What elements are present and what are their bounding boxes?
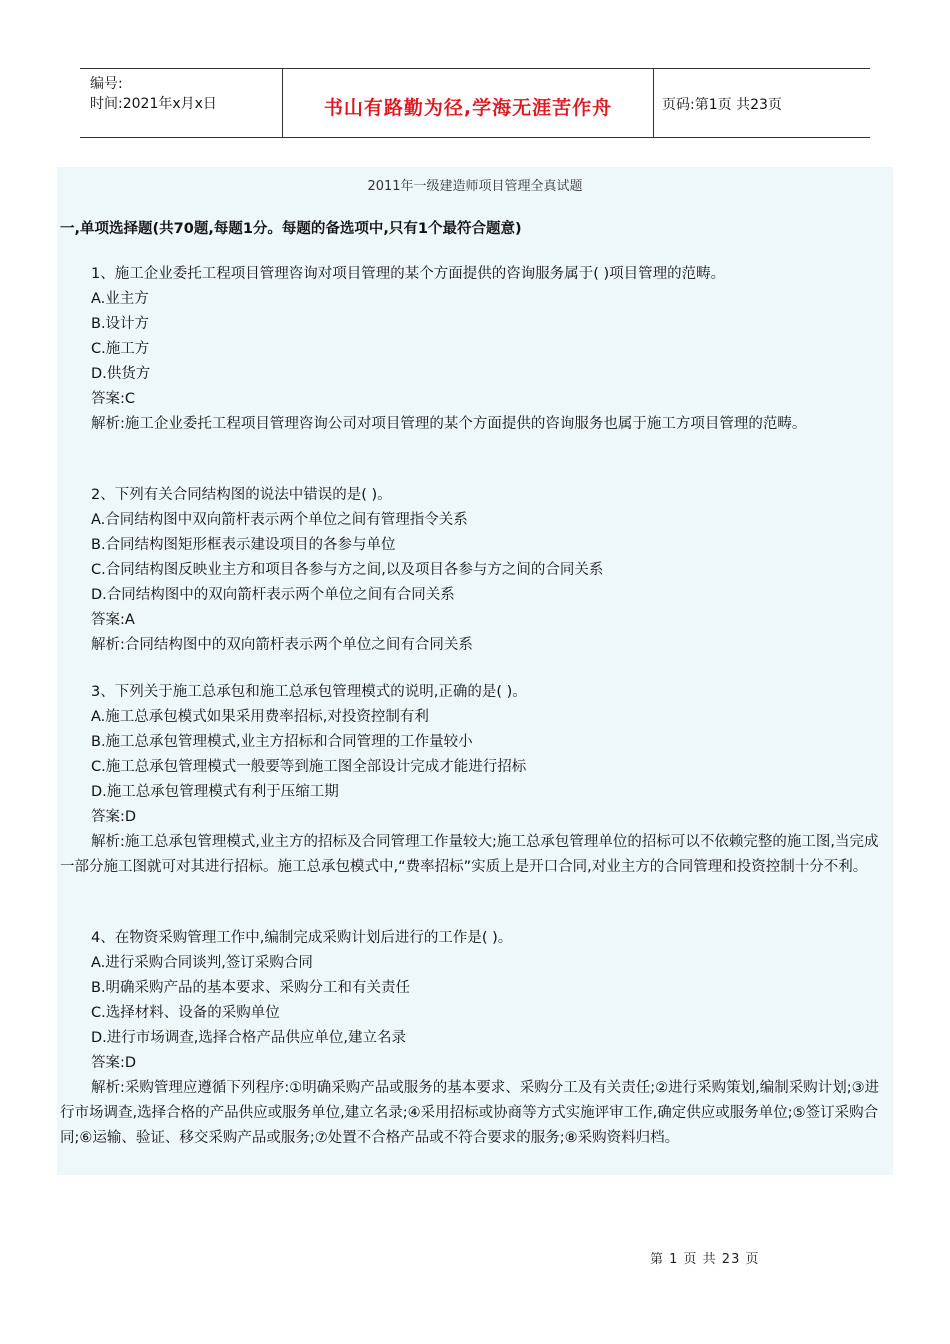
- option-c: C.施工方: [91, 341, 150, 357]
- document-body: [57, 167, 893, 1175]
- option-d: D.供货方: [91, 366, 151, 382]
- explanation-1: [60, 412, 882, 437]
- explanation-text: 解析:施工总承包管理模式,业主方的招标及合同管理工作量较大;施工总承包管理单位的招标可以不依赖完整的施工图,当完成一部分施工图就可对其进行招标。施工总承包模式中,“费率招标”实质上是开口合同,对业主方的合同管理和投资控制十分不利。: [60, 834, 879, 875]
- header-page-cell: [652, 69, 870, 137]
- option-a: A.合同结构图中双向箭杆表示两个单位之间有管理指令关系: [91, 512, 468, 528]
- option-a: A.施工总承包模式如果采用费率招标,对投资控制有利: [91, 709, 429, 725]
- option-d: D.施工总承包管理模式有利于压缩工期: [91, 784, 339, 800]
- option-b: B.合同结构图矩形框表示建设项目的各参与单位: [91, 537, 396, 553]
- question-stem: 3、下列关于施工总承包和施工总承包管理模式的说明,正确的是( )。: [91, 684, 527, 700]
- motto: 书山有路勤为径,学海无涯苦作舟: [323, 97, 613, 119]
- option-d: D.进行市场调查,选择合格产品供应单位,建立名录: [91, 1030, 406, 1046]
- option-a: A.业主方: [91, 291, 149, 307]
- page-label: 页码:第1页 共23页: [662, 97, 782, 113]
- answer: 答案:A: [91, 612, 135, 628]
- answer: 答案:D: [91, 809, 137, 825]
- option-b: B.设计方: [91, 316, 150, 332]
- explanation-3: [60, 830, 882, 880]
- header-table: [80, 68, 870, 138]
- option-a: A.进行采购合同谈判,签订采购合同: [91, 955, 313, 971]
- question-stem: 2、下列有关合同结构图的说法中错误的是( )。: [91, 487, 392, 503]
- question-stem: 1、施工企业委托工程项目管理咨询对项目管理的某个方面提供的咨询服务属于( )项目管理的范畴。: [91, 266, 726, 282]
- explanation-text: 解析:施工企业委托工程项目管理咨询公司对项目管理的某个方面提供的咨询服务也属于施工方项目管理的范畴。: [91, 416, 807, 432]
- answer: 答案:D: [91, 1055, 137, 1071]
- explanation-4: [60, 1076, 882, 1151]
- question-4: [91, 926, 881, 1076]
- option-c: C.选择材料、设备的采购单位: [91, 1005, 280, 1021]
- document-title: 2011年一级建造师项目管理全真试题: [367, 179, 583, 194]
- header-motto-cell: [282, 69, 654, 137]
- option-b: B.施工总承包管理模式,业主方招标和合同管理的工作量较小: [91, 734, 473, 750]
- question-stem: 4、在物资采购管理工作中,编制完成采购计划后进行的工作是( )。: [91, 930, 513, 946]
- option-b: B.明确采购产品的基本要求、采购分工和有关责任: [91, 980, 411, 996]
- option-c: C.施工总承包管理模式一般要等到施工图全部设计完成才能进行招标: [91, 759, 527, 775]
- question-2: [91, 483, 881, 658]
- answer: 答案:C: [91, 391, 136, 407]
- page-footer: 第 1 页 共 23 页: [650, 1252, 760, 1267]
- question-1: [91, 262, 881, 412]
- option-c: C.合同结构图反映业主方和项目各参与方之间,以及项目各参与方之间的合同关系: [91, 562, 604, 578]
- explanation-text: 解析:合同结构图中的双向箭杆表示两个单位之间有合同关系: [91, 637, 473, 653]
- header-info-cell: [80, 69, 282, 137]
- number-label: 编号:: [90, 76, 123, 92]
- option-d: D.合同结构图中的双向箭杆表示两个单位之间有合同关系: [91, 587, 455, 603]
- time-label: 时间:2021年x月x日: [90, 96, 217, 112]
- section-title: 一,单项选择题(共70题,每题1分。每题的备选项中,只有1个最符合题意): [60, 221, 522, 237]
- question-3: [91, 680, 881, 830]
- explanation-text: 解析:采购管理应遵循下列程序:①明确采购产品或服务的基本要求、采购分工及有关责任;②进行采购策划,编制采购计划;③进行市场调查,选择合格的产品供应或服务单位,建立名录;④采用招标或协商等方式实施评审工作,确定供应或服务单位;⑤签订采购合同;⑥运输、验证、移交采购产品或服务;⑦处置不合格产品或不符合要求的服务;⑧采购资料归档。: [60, 1080, 880, 1146]
